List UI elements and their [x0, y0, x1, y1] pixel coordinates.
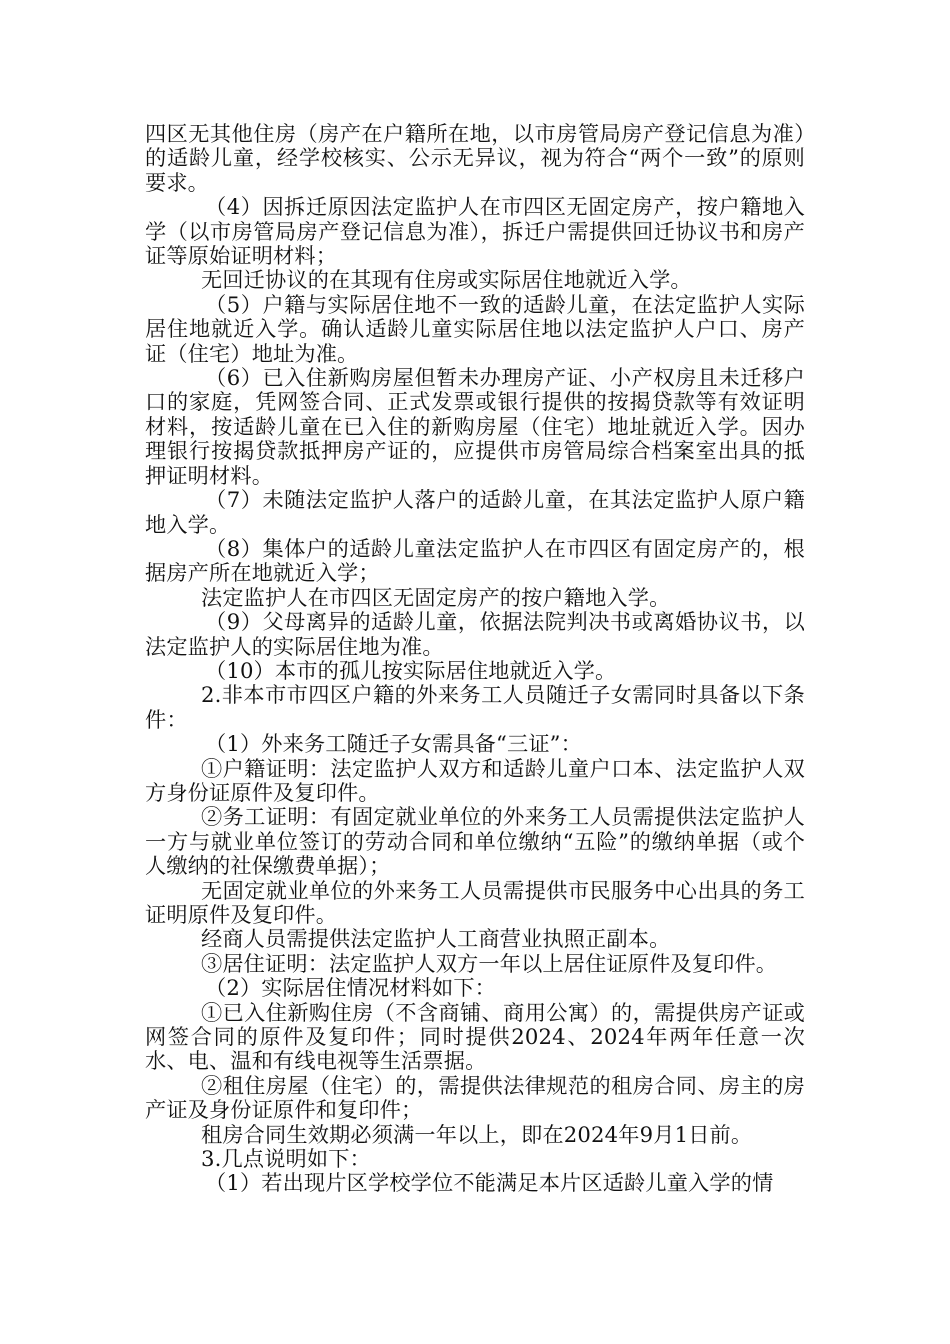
paragraph: ①户籍证明：法定监护人双方和适龄儿童户口本、法定监护人双方身份证原件及复印件。	[145, 755, 805, 805]
paragraph: （8）集体户的适龄儿童法定监护人在市四区有固定房产的，根据房产所在地就近入学；	[145, 535, 805, 586]
paragraph: （1）外来务工随迁子女需具备“三证”：	[205, 731, 582, 757]
paragraph: ②务工证明：有固定就业单位的外来务工人员需提供法定监护人一方与就业单位签订的劳动合同和单位缴纳“五险”的缴纳单据（或个人缴纳的社保缴费单据）；	[145, 804, 805, 879]
paragraph: （2）实际居住情况材料如下：	[205, 975, 497, 1001]
paragraph: （5）户籍与实际居住地不一致的适龄儿童，在法定监护人实际居住地就近入学。确认适龄儿童实际居住地以法定监护人户口、房产证（住宅）地址为准。	[145, 291, 805, 366]
paragraph: 四区无其他住房（房产在户籍所在地，以市房管局房产登记信息为准）的适龄儿童，经学校核实、公示无异议，视为符合“两个一致”的原则要求。	[145, 121, 805, 195]
paragraph: 无回迁协议的在其现有住房或实际居住地就近入学。	[201, 267, 692, 293]
paragraph: 法定监护人在市四区无固定房产的按户籍地入学。	[201, 584, 671, 610]
paragraph: （4）因拆迁原因法定监护人在市四区无固定房产，按户籍地入学（以市房管局房产登记信息为准），拆迁户需提供回迁协议书和房产证等原始证明材料；	[145, 194, 805, 269]
paragraph: 租房合同生效期必须满一年以上，即在2024年9月1日前。	[201, 1121, 753, 1147]
paragraph: 经商人员需提供法定监护人工商营业执照正副本。	[201, 926, 671, 952]
paragraph: （10）本市的孤儿按实际居住地就近入学。	[205, 657, 617, 683]
paragraph: 2.非本市市四区户籍的外来务工人员随迁子女需同时具备以下条件：	[145, 682, 805, 732]
paragraph: （6）已入住新购房屋但暂未办理房产证、小产权房且未迁移户口的家庭，凭网签合同、正式发票或银行提供的按揭贷款等有效证明材料，按适龄儿童在已入住的新购房屋（住宅）地址就近入学。因办理银行按揭贷款抵押房产证的，应提供市房管局综合档案室出具的抵押证明材料。	[145, 365, 805, 488]
document-body	[145, 122, 805, 1196]
paragraph: （7）未随法定监护人落户的适龄儿童，在其法定监护人原户籍地入学。	[145, 487, 805, 537]
paragraph: （1）若出现片区学校学位不能满足本片区适龄儿童入学的情	[205, 1170, 774, 1196]
paragraph: 无固定就业单位的外来务工人员需提供市民服务中心出具的务工证明原件及复印件。	[145, 877, 805, 927]
paragraph: 3.几点说明如下：	[201, 1146, 371, 1172]
paragraph: ①已入住新购住房（不含商铺、商用公寓）的，需提供房产证或网签合同的原件及复印件；同时提供2024、2024年两年任意一次水、电、温和有线电视等生活票据。	[145, 999, 805, 1074]
paragraph: ③居住证明：法定监护人双方一年以上居住证原件及复印件。	[201, 950, 778, 976]
paragraph: （9）父母离异的适龄儿童，依据法院判决书或离婚协议书，以法定监护人的实际居住地为准。	[145, 609, 805, 659]
paragraph: ②租住房屋（住宅）的，需提供法律规范的租房合同、房主的房产证及身份证原件和复印件；	[145, 1072, 805, 1123]
